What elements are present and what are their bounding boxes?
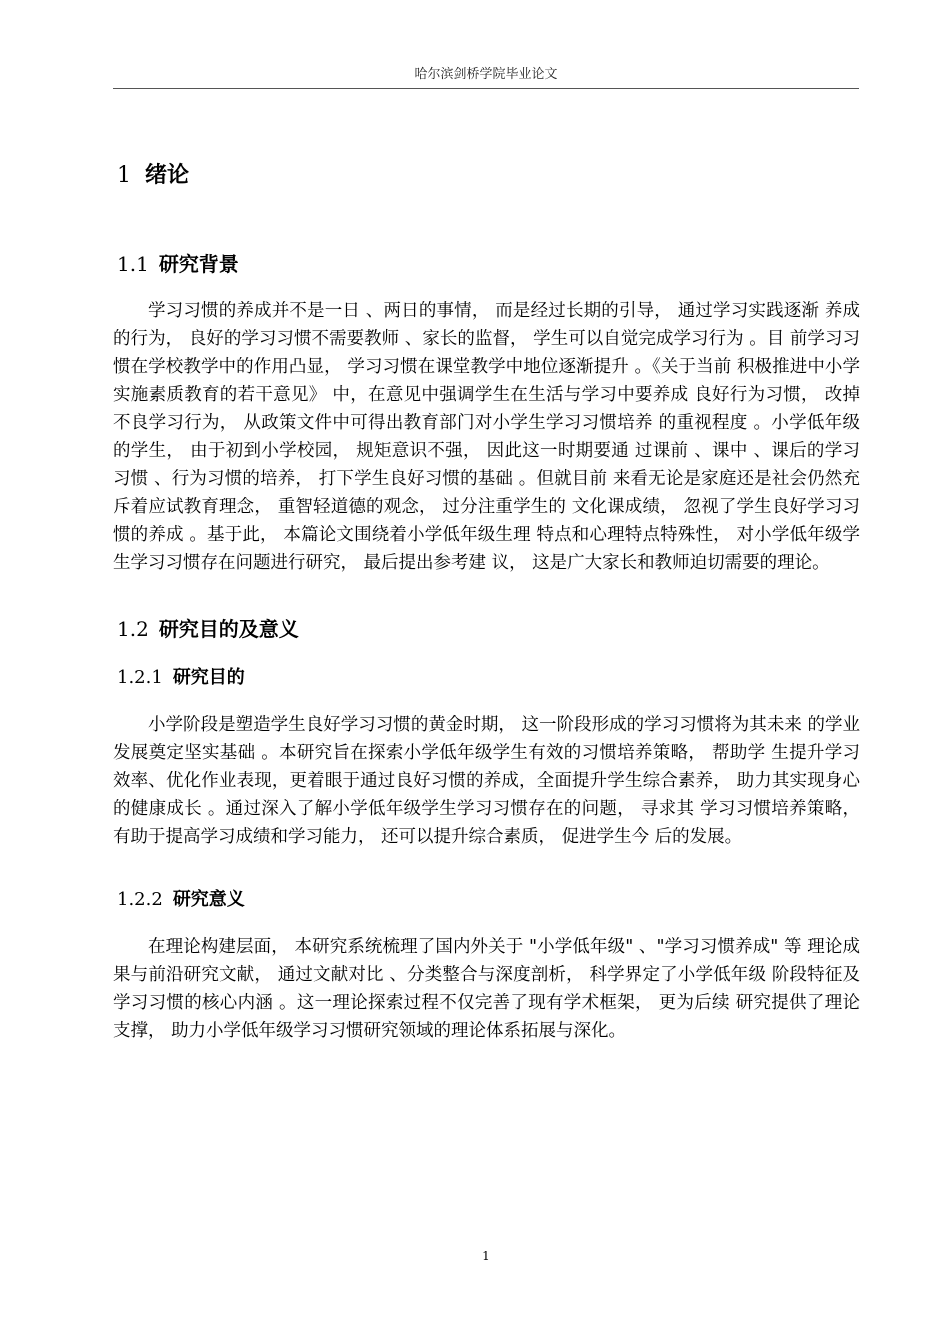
section-number-1-1: 1.1	[117, 252, 149, 276]
section-title-1-1: 研究背景	[158, 252, 239, 276]
subsection-heading-1-2-2	[117, 887, 245, 913]
subsection-number-1-2-2: 1.2.2	[117, 889, 163, 910]
subsection-heading-1-2-1	[117, 665, 245, 691]
header-divider	[113, 88, 859, 89]
subsection-title-1-2-2: 研究意义	[172, 889, 245, 910]
paragraph-research-background: 学习习惯的养成并不是一日 、两日的事情， 而是经过长期的引导， 通过学习实践逐渐 养成的行为， 良好的学习习惯不需要教师 、家长的监督， 学生可以自觉完成学习行为 。目 前学习习惯在学校教学中的作用凸显， 学习习惯在课堂教学中地位逐渐提升 。《关于当前 积极推进中小学实施素质教育的若干意见》 中，在意见中强调学生在生活与学习中要养成 良好行为习惯， 改掉不良学习行为， 从政策文件中可得出教育部门对小学生学习习惯培养 的重视程度 。小学低年级的学生， 由于初到小学校园， 规矩意识不强， 因此这一时期要通 过课前 、课中 、课后的学习习惯 、行为习惯的培养， 打下学生良好习惯的基础 。但就目前 来看无论是家庭还是社会仍然充斥着应试教育理念， 重智轻道德的观念， 过分注重学生的 文化课成绩， 忽视了学生良好学习习惯的养成 。基于此， 本篇论文围绕着小学低年级生理 特点和心理特点特殊性， 对小学低年级学生学习习惯存在问题进行研究， 最后提出参考建 议， 这是广大家长和教师迫切需要的理论。	[113, 301, 860, 573]
paragraph-research-purpose: 小学阶段是塑造学生良好学习习惯的黄金时期， 这一阶段形成的学习习惯将为其未来 的学业发展奠定坚实基础 。本研究旨在探索小学低年级学生有效的习惯培养策略， 帮助学 生提升学习效率、优化作业表现，更着眼于通过良好习惯的养成，全面提升学生综合素养， 助力其实现身心的健康成长 。通过深入了解小学低年级学生学习习惯存在的问题， 寻求其 学习习惯培养策略， 有助于提高学习成绩和学习能力， 还可以提升综合素质， 促进学生今 后的发展。	[113, 715, 860, 847]
section-heading-1-2	[117, 615, 299, 643]
chapter-heading	[117, 161, 189, 191]
section-heading-1-1	[117, 250, 239, 278]
chapter-title: 绪论	[145, 163, 190, 188]
section-title-1-2: 研究目的及意义	[158, 617, 299, 641]
page-number: 1	[482, 1249, 490, 1263]
paragraph-research-significance: 在理论构建层面， 本研究系统梳理了国内外关于 "小学低年级" 、"学习习惯养成" 等 理论成果与前沿研究文献， 通过文献对比 、分类整合与深度剖析， 科学界定了小学低年级 阶段特征及学习习惯的核心内涵 。这一理论探索过程不仅完善了现有学术框架， 更为后续 研究提供了理论支撑， 助力小学低年级学习习惯研究领域的理论体系拓展与深化。	[113, 937, 860, 1041]
subsection-title-1-2-1: 研究目的	[172, 667, 245, 688]
subsection-number-1-2-1: 1.2.1	[117, 667, 163, 688]
page-header-title: 哈尔滨剑桥学院毕业论文	[414, 67, 558, 82]
section-number-1-2: 1.2	[117, 617, 149, 641]
chapter-number: 1	[117, 163, 131, 188]
